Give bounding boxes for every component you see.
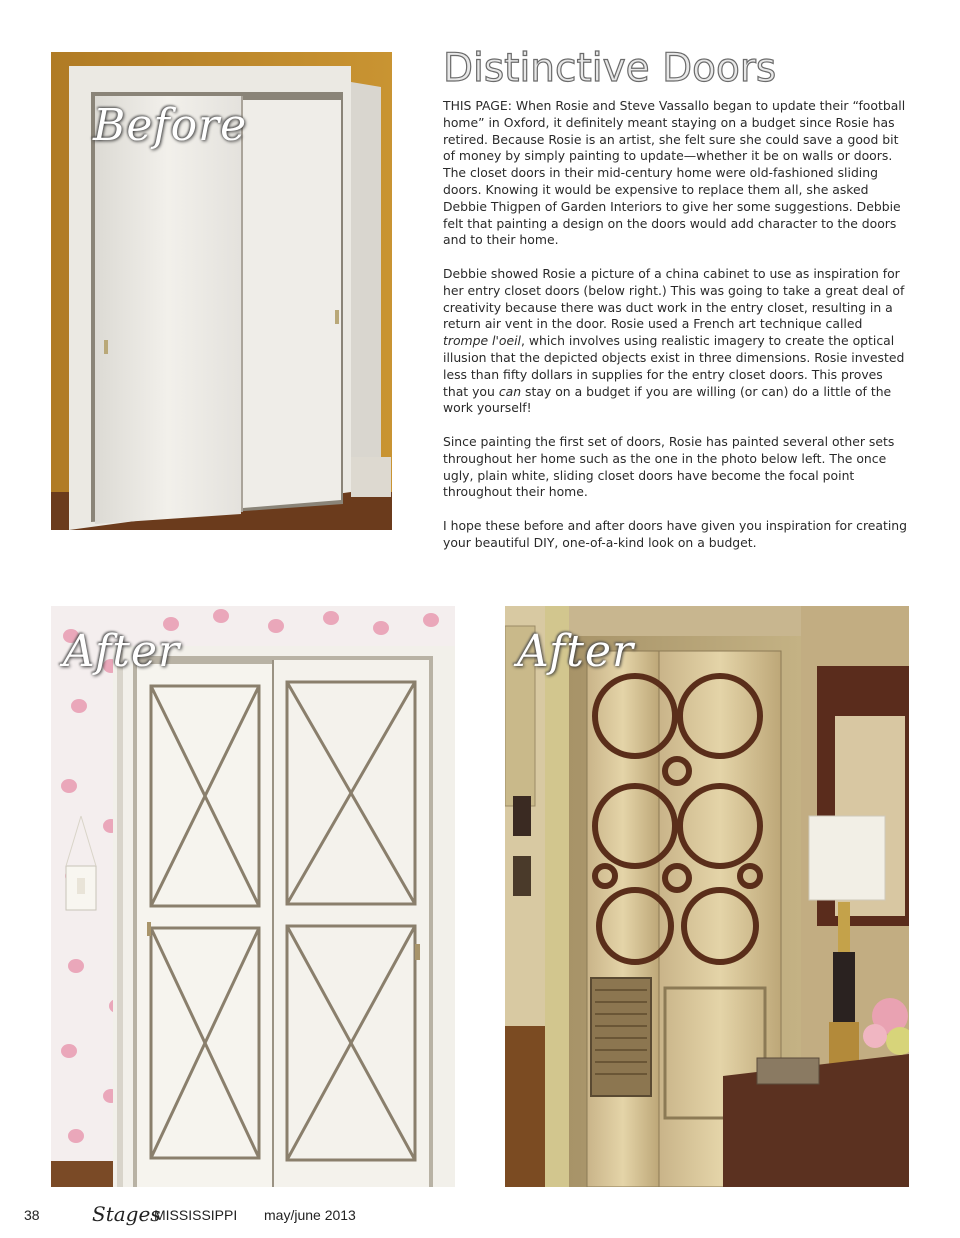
after-left-door-left — [137, 664, 273, 1187]
article-title: Distinctive Doors — [443, 46, 777, 91]
paragraph-2-italic-trompe: trompe l'oeil — [443, 333, 521, 349]
paragraph-2 — [443, 266, 911, 417]
paragraph-2-italic-can: can — [498, 383, 522, 399]
magazine-name-script: Stages — [92, 1202, 161, 1226]
paragraph-2-text-a: Debbie showed Rosie a picture of a china cabinet to use as inspiration for her entry closet doors (below right.) This was going to take a great deal of creativity because there was duct work in the entry closet, resulting in a return air vent in the door. Rosie used a French art technique called — [443, 265, 905, 332]
after-right-photo — [505, 606, 909, 1187]
before-photo — [51, 52, 392, 530]
after-left-photo — [51, 606, 455, 1187]
after-right-photo-illustration — [505, 606, 909, 1187]
page-number: 38 — [24, 1207, 40, 1223]
after-right-label: After — [517, 626, 635, 677]
paragraph-2-text-c: , which involves using realistic imagery to create the optical illusion that the depicted objects exist in three dimensions. Rosie invested less than fifty dollars in supplies for the entry closet doors. This proves that you — [443, 333, 905, 399]
page-footer — [24, 1202, 624, 1227]
paragraph-1: THIS PAGE: When Rosie and Steve Vassallo began to update their “football home” in Oxford, it definitely meant staying on a budget since Rosie has retired. Because Rosie is an artist, she felt sure she could save a good bit of money by simply painting to update—whether it be on walls or doors. The closet doors in their mid-century home were old-fashioned sliding doors. Knowing it would be expensive to replace them all, she asked Debbie Thigpen of Garden Interiors to give her some suggestions. Debbie felt that painting a design on the doors would add character to the doors and to their home. — [443, 98, 906, 248]
paragraph-4: I hope these before and after doors have given you inspiration for creating your beautiful DIY, one-of-a-kind look on a budget. — [443, 517, 908, 550]
after-left-photo-illustration — [51, 606, 455, 1187]
paragraph-3: Since painting the first set of doors, Rosie has painted several other sets throughout her home such as the one in the photo below left. The once ugly, plain white, sliding closet doors have become the focal point throughout their home. — [443, 433, 895, 500]
magazine-name-caps: MISSISSIPPI — [154, 1207, 238, 1223]
paragraph-2-text-e: stay on a budget if you are willing (or can) do a little of the work yourself! — [443, 383, 892, 416]
issue-date: may/june 2013 — [264, 1207, 356, 1223]
before-label: Before — [93, 100, 248, 151]
article-body — [443, 98, 911, 568]
after-left-door-right — [273, 660, 429, 1187]
after-left-label: After — [63, 626, 181, 677]
